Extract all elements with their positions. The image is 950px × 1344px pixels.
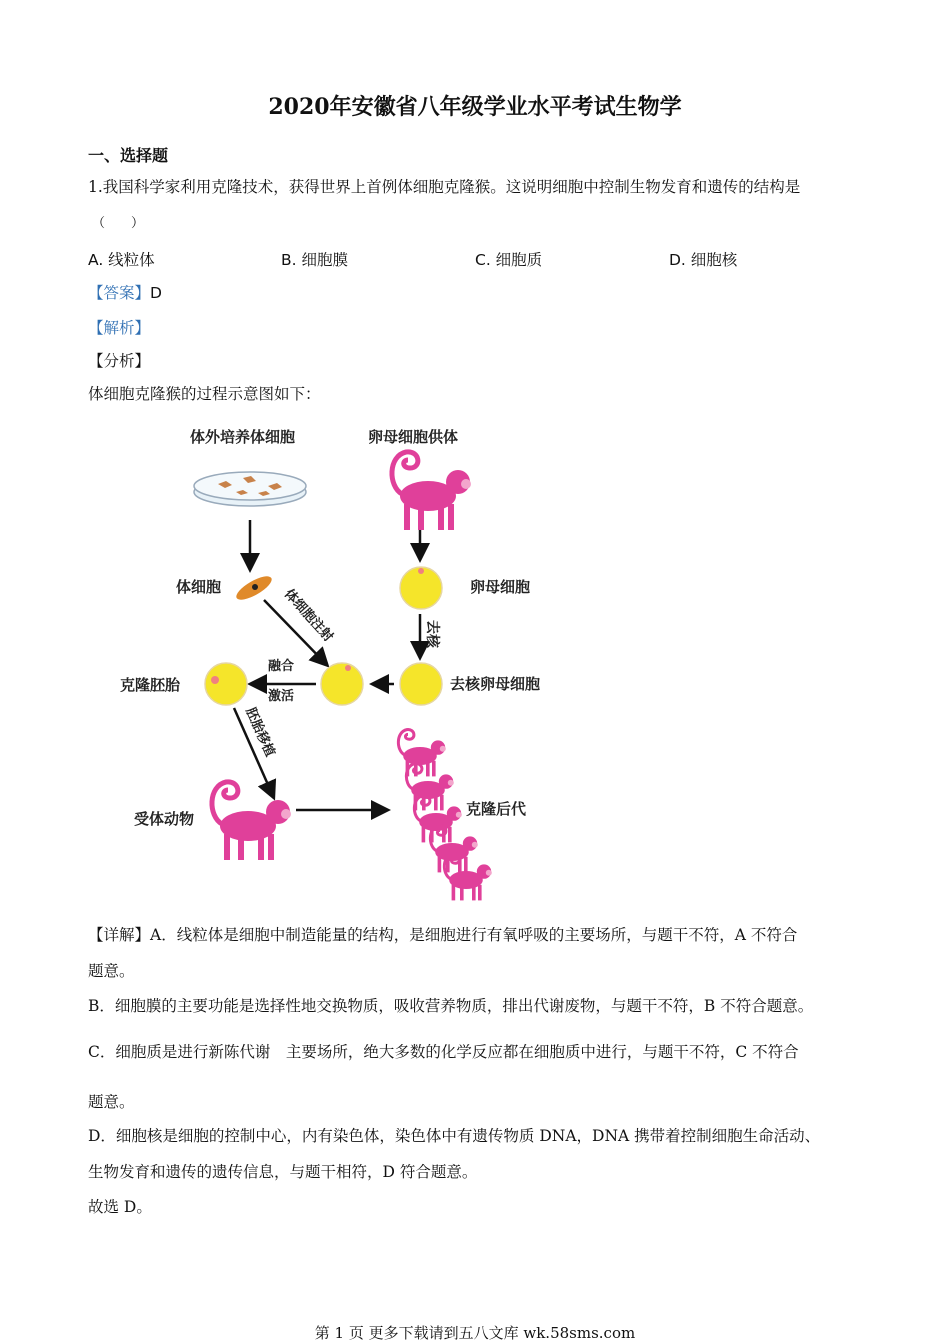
option-c: C. 细胞质 (475, 251, 543, 269)
page-title: 2020年安徽省八年级学业水平考试生物学 (268, 94, 682, 120)
label-injection: 体细胞注射 (281, 586, 336, 645)
injected-cell-icon (321, 663, 363, 705)
label-offspring: 克隆后代 (466, 800, 527, 818)
option-d: D. 细胞核 (669, 251, 738, 269)
option-b: B. 细胞膜 (281, 251, 348, 269)
answer-line (88, 282, 162, 304)
option-a: A. 线粒体 (88, 251, 155, 269)
answer-value: D (150, 284, 162, 302)
detail-d-line1: D．细胞核是细胞的控制中心，内有染色体，染色体中有遗传物质 DNA，DNA 携带着控制细胞生命活动、 (88, 1127, 821, 1145)
page-footer[interactable]: 第 1 页 更多下载请到五八文库 wk.58sms.com (314, 1324, 636, 1342)
question-blank: （ ） (92, 216, 145, 231)
fenxi-label: 【分析】 (88, 352, 151, 370)
recipient-monkey-icon (212, 782, 291, 860)
label-transfer: 胚胎移植 (242, 705, 278, 760)
label-oocyte: 卵母细胞 (470, 578, 531, 596)
label-enucleated-oocyte: 去核卵母细胞 (450, 675, 541, 693)
section-heading: 一、选择题 (88, 146, 169, 165)
question-stem: 1.我国科学家利用克隆技术，获得世界上首例体细胞克隆猴。这说明细胞中控制生物发育和遗传的结构是 (88, 178, 801, 196)
detail-d-line2: 生物发育和遗传的遗传信息，与题干相符，D 符合题意。 (88, 1163, 478, 1181)
donor-monkey-icon (392, 452, 471, 530)
label-activation: 激活 (268, 689, 295, 704)
detail-a-line1: 【详解】A．线粒体是细胞中制造能量的结构，是细胞进行有氧呼吸的主要场所，与题干不符，A 不符合 (88, 926, 798, 944)
cloning-diagram (118, 418, 568, 903)
label-somatic: 体细胞 (176, 578, 222, 596)
conclusion: 故选 D。 (88, 1198, 152, 1216)
label-recipient: 受体动物 (134, 810, 195, 828)
enucleated-oocyte-icon (400, 663, 442, 705)
diagram-intro: 体细胞克隆猴的过程示意图如下： (88, 385, 321, 403)
petri-dish-icon (194, 472, 306, 506)
answer-label: 【答案】 (88, 284, 151, 302)
detail-c-line1: C．细胞质是进行新陈代谢 主要场所，绝大多数的化学反应都在细胞质中进行，与题干不符，C 不符合 (88, 1043, 799, 1061)
analysis-label: 【解析】 (88, 319, 151, 337)
label-culture: 体外培养体细胞 (190, 428, 296, 446)
detail-a-line2: 题意。 (88, 962, 135, 980)
clone-embryo-icon (205, 663, 247, 705)
label-enucleate: 去核 (424, 620, 440, 648)
label-donor: 卵母细胞供体 (368, 428, 459, 446)
label-embryo: 克隆胚胎 (120, 676, 181, 694)
label-fusion: 融合 (268, 659, 295, 674)
detail-b-line: B．细胞膜的主要功能是选择性地交换物质，吸收营养物质，排出代谢废物，与题干不符，B 不符合题意。 (88, 997, 814, 1015)
detail-c-line2: 题意。 (88, 1093, 135, 1111)
